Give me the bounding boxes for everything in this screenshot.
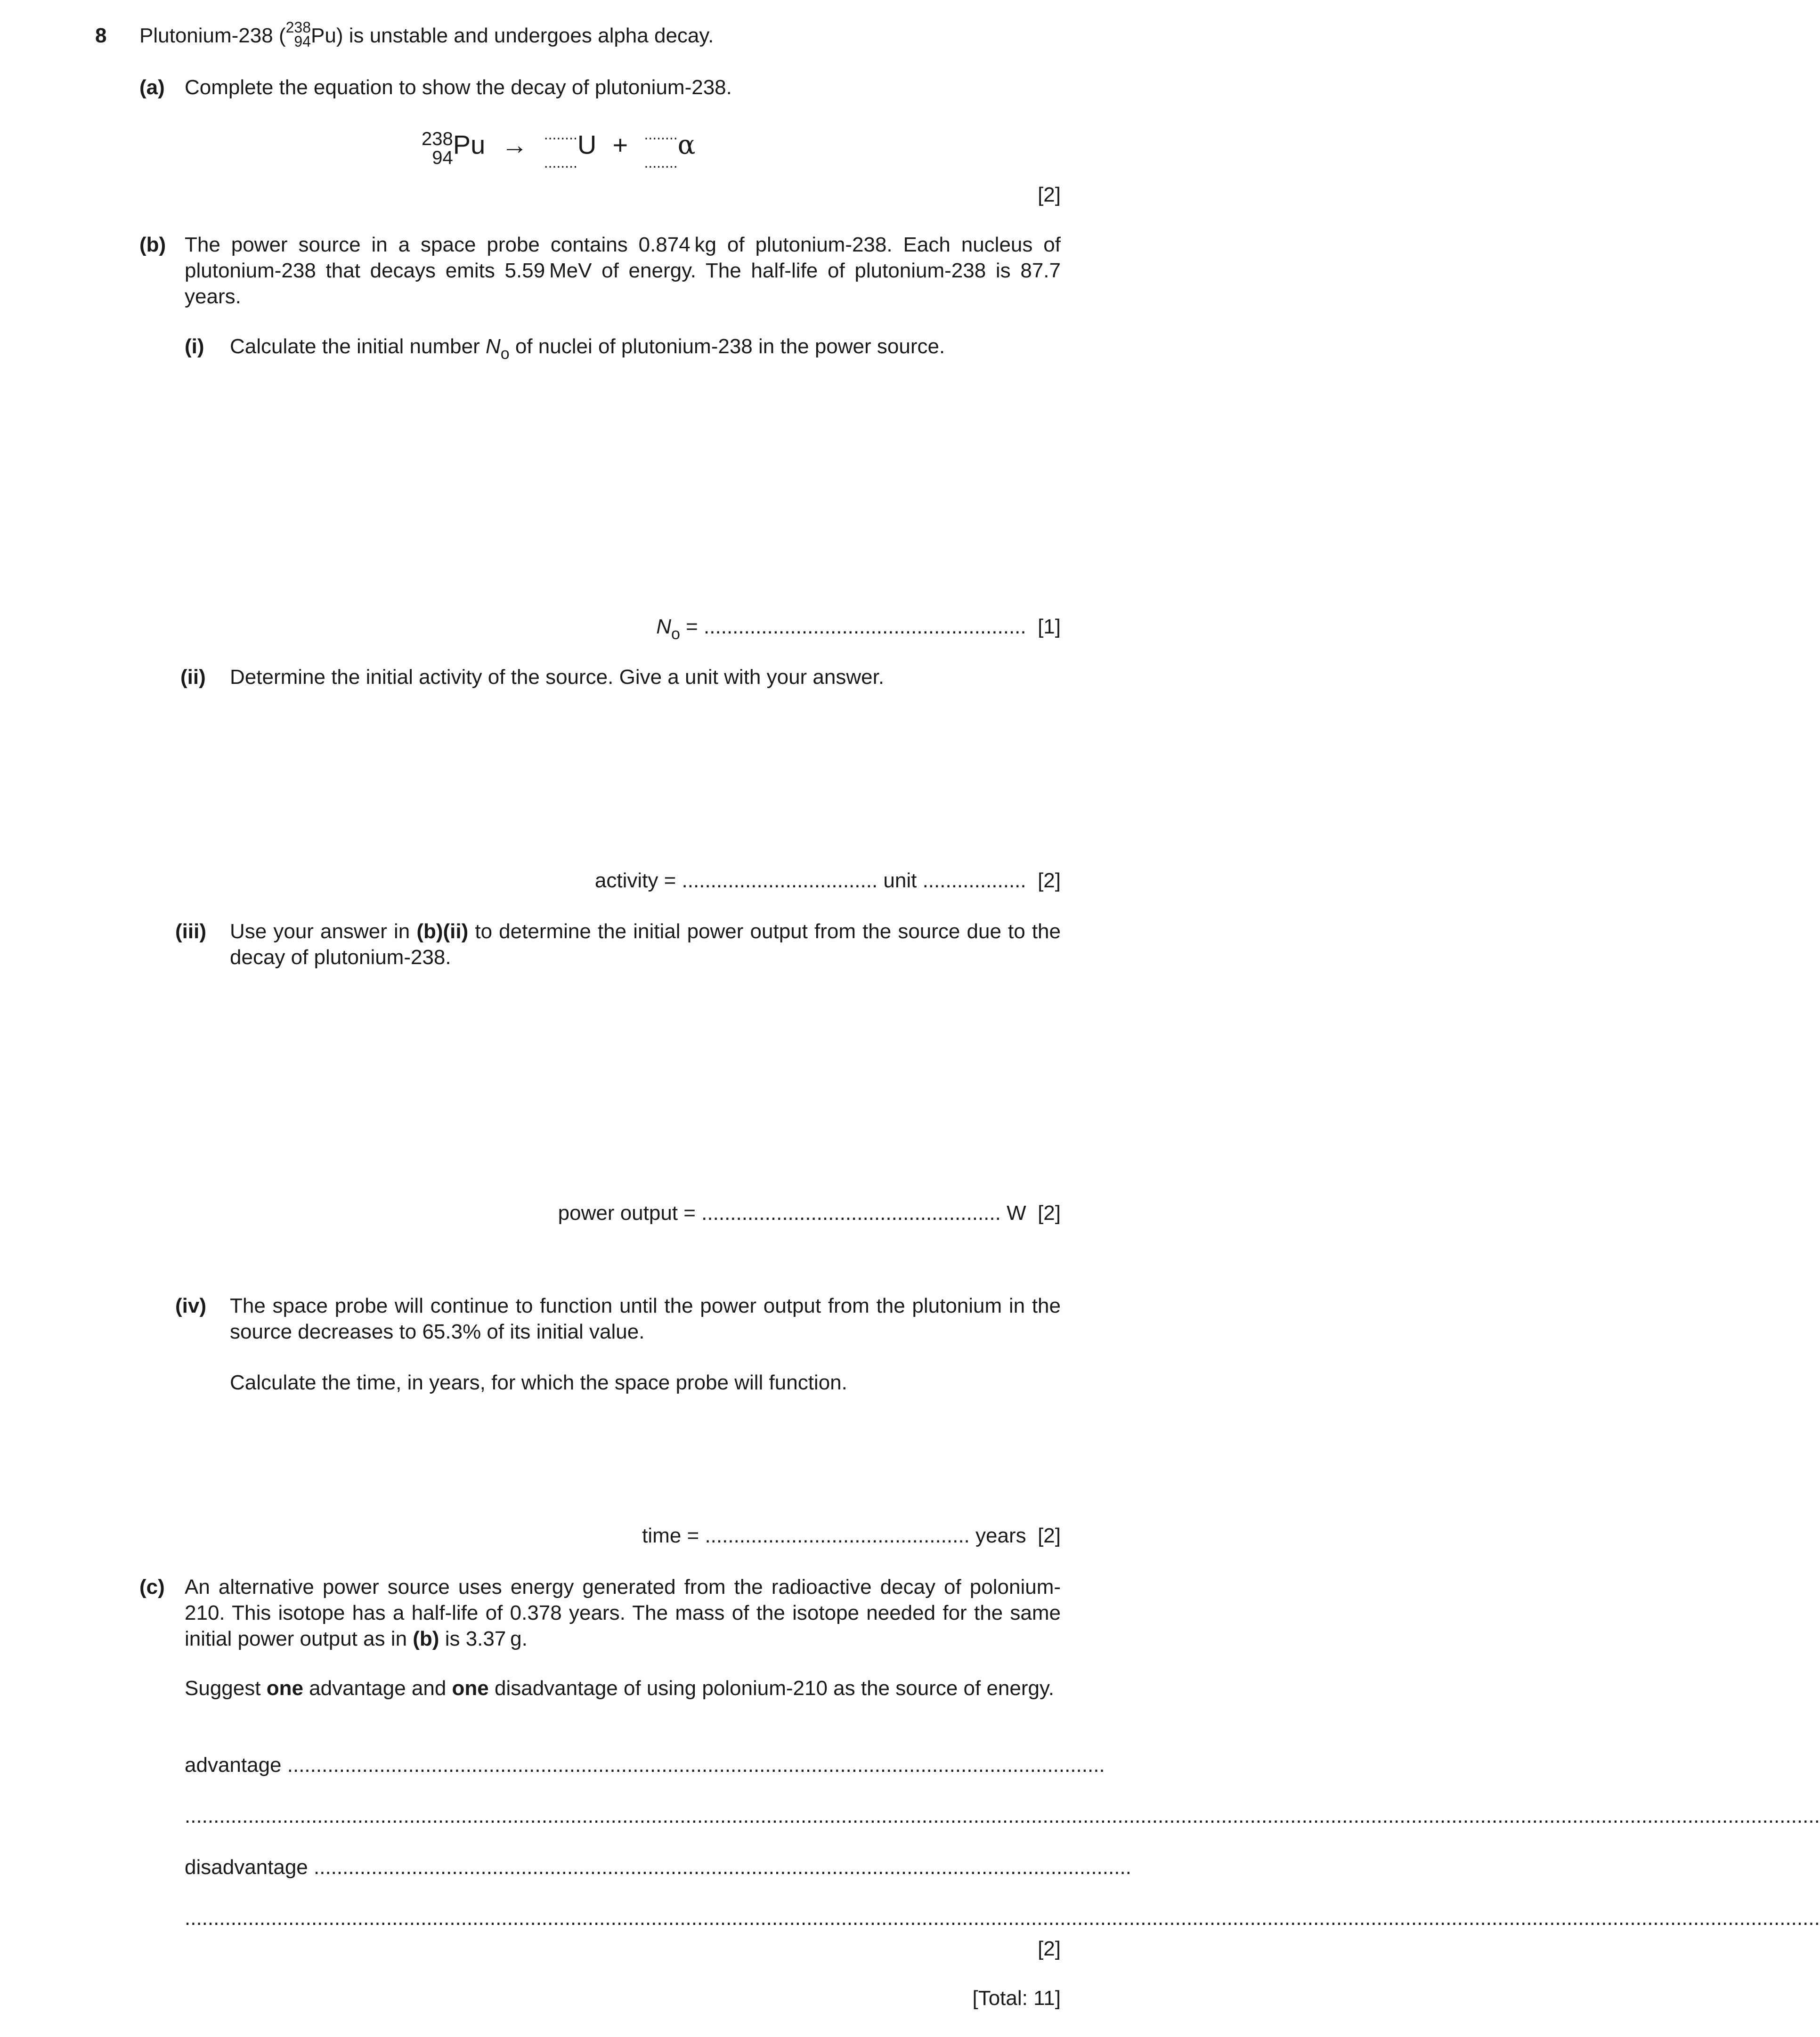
- part-b-iii-text: Use your answer in (b)(ii) to determine the initial power output from the source due to the decay of plutonium-238.: [230, 920, 1061, 969]
- part-a-text: Complete the equation to show the decay of plutonium-238.: [185, 76, 732, 99]
- part-b-i-marks: [1]: [1038, 615, 1061, 638]
- part-b-iv-label: (iv): [175, 1294, 206, 1317]
- part-c-suggest: Suggest one advantage and one disadvantage of using polonium-210 as the source of energy.: [185, 1677, 1054, 1700]
- question-stem: Plutonium-238 ( 238 94 Pu) is unstable and undergoes alpha decay.: [139, 19, 714, 50]
- part-c-marks: [2]: [1038, 1937, 1061, 1960]
- part-c-label: (c): [139, 1575, 165, 1599]
- decay-equation: 238 94 Pu → ........ ........ U + ........ ........ α: [422, 120, 695, 172]
- part-b-i-label: (i): [185, 335, 204, 358]
- part-b-ii-text: Determine the initial activity of the source. Give a unit with your answer.: [230, 665, 885, 689]
- part-a-label: (a): [139, 76, 165, 99]
- alpha-blank[interactable]: ........ ........: [644, 126, 678, 171]
- answer-line-time[interactable]: time = .............................................. years [2]: [642, 1524, 1061, 1547]
- answer-line-power[interactable]: power output = .................................................... W [2]: [558, 1201, 1061, 1225]
- part-b-ii-label: (ii): [180, 665, 206, 689]
- part-b-ii-marks: [2]: [1038, 869, 1061, 892]
- part-c-text: An alternative power source uses energy generated from the radioactive decay of polonium-210. This isotope has a half-life of 0.378 years. The mass of the isotope needed for the same initial power output as in (b) is 3.37 g.: [185, 1575, 1061, 1650]
- part-b-text: The power source in a space probe contains 0.874 kg of plutonium-238. Each nucleus of plutonium-238 that decays emits 5.59 MeV of energy. The half-life of plutonium-238 is 87.7 years.: [185, 233, 1061, 308]
- daughter-blank[interactable]: ........ ........: [544, 126, 577, 171]
- advantage-line[interactable]: advantage ..............................................................................................................................................: [185, 1753, 1105, 1777]
- part-b-iv-text: The space probe will continue to function until the power output from the plutonium in the source decreases to 65.3% of its initial value.: [230, 1294, 1061, 1343]
- answer-line-activity[interactable]: activity = .................................. unit .................. [2]: [594, 869, 1061, 892]
- part-b-iii-label: (iii): [175, 920, 206, 943]
- unit-answer-line[interactable]: ..................: [922, 869, 1026, 892]
- question-number: 8: [95, 24, 107, 47]
- part-b-label: (b): [139, 233, 166, 256]
- disadvantage-line-2[interactable]: ............................................................................................................................................................................................................................................................................................: [185, 1907, 1820, 1930]
- part-b-iv-instruction: Calculate the time, in years, for which the space probe will function.: [230, 1371, 847, 1394]
- part-a-marks: [2]: [1038, 183, 1061, 206]
- answer-line-n0[interactable]: $N_o$ = ........................................................ [1]: [656, 615, 1061, 643]
- part-b-i-text: Calculate the initial number $N_o$ of nuclei of plutonium-238 in the power source.: [230, 335, 945, 363]
- part-b-iii-marks: [2]: [1038, 1201, 1061, 1225]
- disadvantage-line[interactable]: disadvantage ..............................................................................................................................................: [185, 1856, 1131, 1879]
- advantage-line-2[interactable]: ............................................................................................................................................................................................................................................................................................: [185, 1804, 1820, 1827]
- part-b-iv-marks: [2]: [1038, 1524, 1061, 1547]
- total-marks: [Total: 11]: [972, 1987, 1061, 2010]
